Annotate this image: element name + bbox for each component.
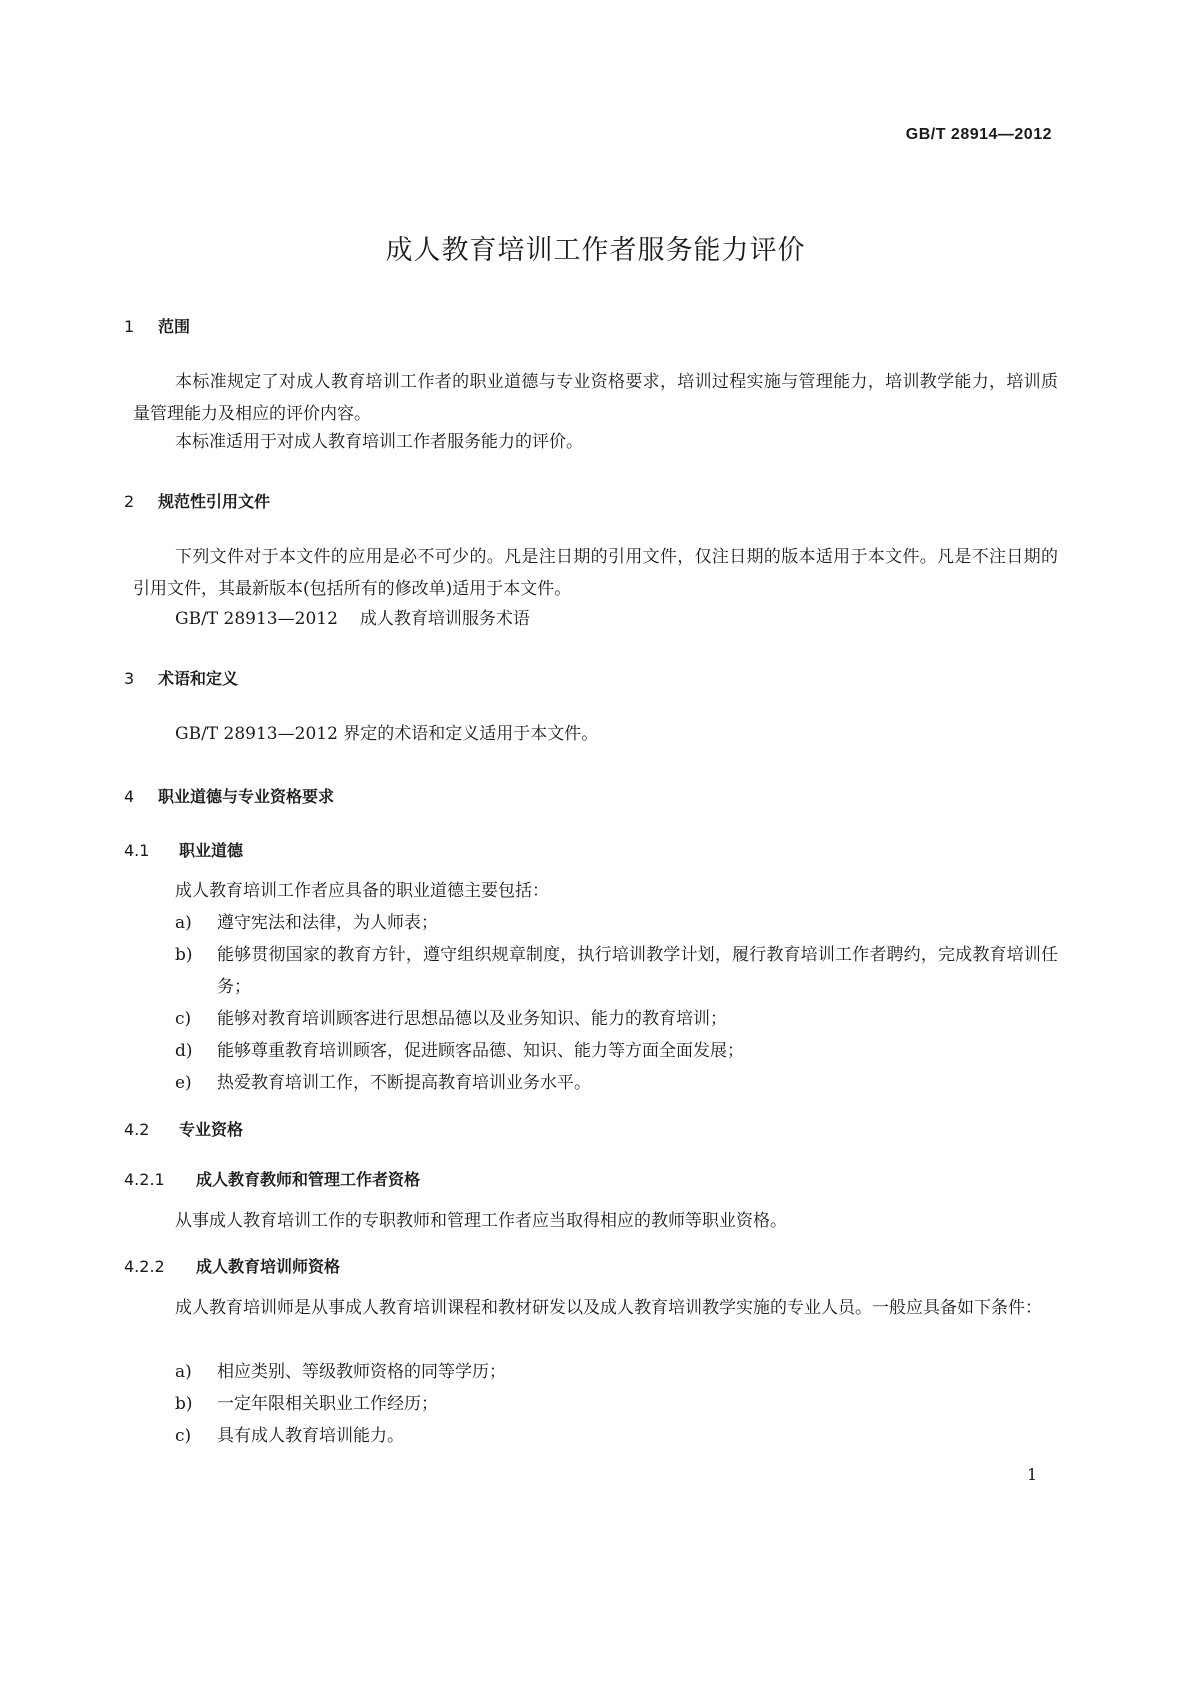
subsection-4-2-1-heading [124, 1167, 420, 1190]
section-title: 成人教育教师和管理工作者资格 [196, 1170, 421, 1189]
subsection-4-1-intro: 成人教育培训工作者应具备的职业道德主要包括： [175, 881, 549, 901]
list-item [175, 1420, 404, 1452]
normative-reference [175, 603, 530, 635]
section-3-heading [124, 666, 238, 689]
list-item [175, 1003, 727, 1035]
section-number: 4.2 [124, 1120, 150, 1139]
section-1-heading [124, 314, 190, 337]
list-item [175, 1035, 744, 1067]
list-item [175, 939, 1058, 1003]
section-title: 范围 [158, 317, 191, 336]
list-item-text: 能够对教育培训顾客进行思想品德以及业务知识、能力的教育培训； [217, 1009, 727, 1029]
section-title: 职业道德与专业资格要求 [158, 787, 335, 806]
list-item-text: 具有成人教育培训能力。 [217, 1426, 404, 1446]
list-marker: a) [175, 913, 192, 933]
section-3-paragraph-1: GB/T 28913—2012 界定的术语和定义适用于本文件。 [175, 724, 599, 744]
section-title: 职业道德 [179, 841, 244, 860]
reference-code: GB/T 28913—2012 [175, 609, 338, 629]
section-2-paragraph-1: 下列文件对于本文件的应用是必不可少的。凡是注日期的引用文件，仅注日期的版本适用于本文件。凡是不注日期的引用文件，其最新版本(包括所有的修改单)适用于本文件。 [133, 547, 1058, 599]
section-number: 3 [124, 669, 135, 688]
section-title: 专业资格 [179, 1120, 244, 1139]
section-title: 成人教育培训师资格 [196, 1257, 341, 1276]
list-marker: e) [175, 1073, 192, 1093]
list-item [175, 1356, 506, 1388]
section-1-paragraph-1: 本标准规定了对成人教育培训工作者的职业道德与专业资格要求，培训过程实施与管理能力，培训教学能力，培训质量管理能力及相应的评价内容。 [133, 372, 1058, 424]
list-marker: c) [175, 1426, 192, 1446]
section-title: 规范性引用文件 [158, 492, 271, 511]
list-item-text: 能够贯彻国家的教育方针，遵守组织规章制度，执行培训教学计划，履行教育培训工作者聘约，完成教育培训任务； [217, 945, 1058, 997]
list-marker: d) [175, 1041, 193, 1061]
section-4-heading [124, 784, 334, 807]
page-number: 1 [1027, 1465, 1038, 1484]
list-marker: c) [175, 1009, 192, 1029]
list-item-text: 热爱教育培训工作，不断提高教育培训业务水平。 [217, 1073, 591, 1093]
list-marker: b) [175, 945, 193, 965]
list-item [175, 1388, 438, 1420]
list-item-text: 相应类别、等级教师资格的同等学历； [217, 1362, 506, 1382]
subsection-4-2-2-heading [124, 1254, 340, 1277]
document-code: GB/T 28914—2012 [905, 126, 1052, 143]
list-item-text: 一定年限相关职业工作经历； [217, 1394, 438, 1414]
section-number: 4.2.1 [124, 1170, 165, 1189]
section-number: 4.2.2 [124, 1257, 165, 1276]
list-marker: a) [175, 1362, 192, 1382]
list-item-text: 能够尊重教育培训顾客，促进顾客品德、知识、能力等方面全面发展； [217, 1041, 744, 1061]
section-number: 2 [124, 492, 135, 511]
subsection-4-2-1-paragraph: 从事成人教育培训工作的专职教师和管理工作者应当取得相应的教师等职业资格。 [175, 1211, 787, 1231]
section-2-heading [124, 489, 270, 512]
section-number: 4.1 [124, 841, 150, 860]
section-title: 术语和定义 [158, 669, 239, 688]
reference-title: 成人教育培训服务术语 [359, 609, 530, 629]
list-item [175, 1067, 591, 1099]
subsection-4-2-heading [124, 1117, 243, 1140]
section-number: 4 [124, 787, 135, 806]
subsection-4-2-2-paragraph: 成人教育培训师是从事成人教育培训课程和教材研发以及成人教育培训教学实施的专业人员。一般应具备如下条件： [175, 1298, 1042, 1318]
subsection-4-1-heading [124, 838, 243, 861]
list-item [175, 907, 438, 939]
list-item-text: 遵守宪法和法律，为人师表； [217, 913, 438, 933]
section-1-paragraph-2: 本标准适用于对成人教育培训工作者服务能力的评价。 [175, 432, 583, 452]
list-marker: b) [175, 1394, 193, 1414]
document-title: 成人教育培训工作者服务能力评价 [385, 235, 806, 266]
section-number: 1 [124, 317, 135, 336]
